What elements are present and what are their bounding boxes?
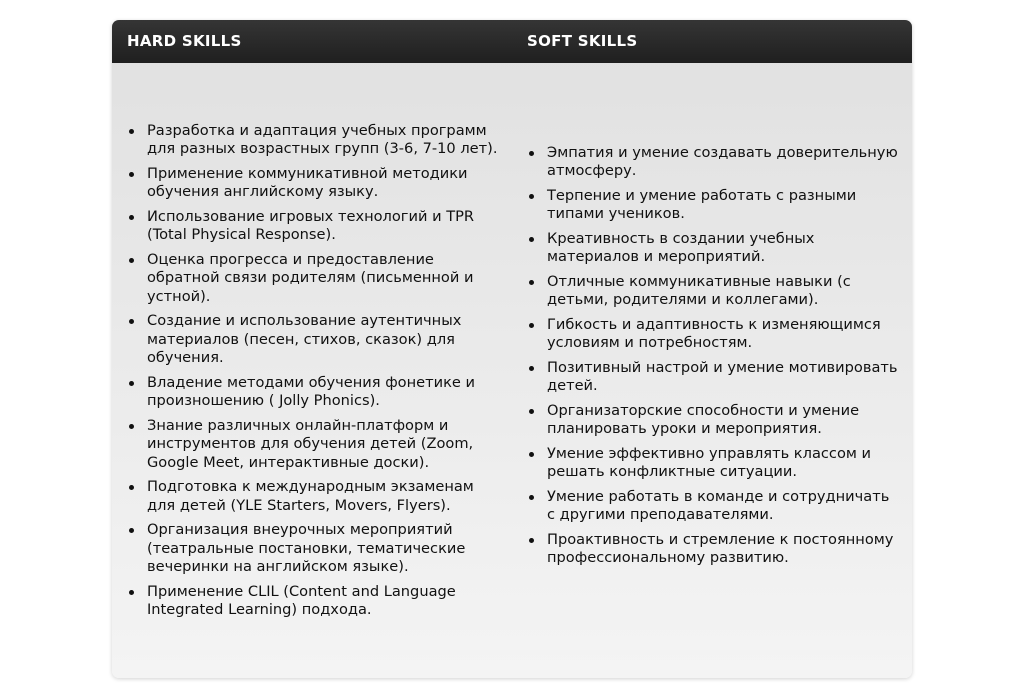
- hard-skill-text: Подготовка к международным экзаменам для детей (YLE Starters, Movers, Flyers).: [147, 478, 474, 514]
- soft-skill-text: Креативность в создании учебных материалов и мероприятий.: [547, 229, 815, 265]
- soft-skill-item: [527, 187, 899, 224]
- hard-skill-item: [127, 312, 499, 368]
- hard-skill-text: Разработка и адаптация учебных программ для разных возрастных групп (3-6, 7-10 лет).: [147, 121, 498, 157]
- soft-skill-text: Гибкость и адаптивность к изменяющимся условиям и потребностям.: [547, 315, 881, 351]
- skills-table: [112, 20, 912, 678]
- soft-skill-item: [527, 402, 899, 439]
- soft-skill-text: Организаторские способности и умение планировать уроки и мероприятия.: [547, 401, 860, 437]
- table-header: [112, 20, 912, 63]
- soft-skill-item: [527, 273, 899, 310]
- hard-skill-text: Применение коммуникативной методики обучения английскому языку.: [147, 164, 468, 200]
- soft-skill-text: Отличные коммуникативные навыки (с детьми, родителями и коллегами).: [547, 272, 851, 308]
- bullet-icon: [129, 172, 134, 177]
- hard-skill-item: [127, 478, 499, 515]
- soft-skill-item: [527, 445, 899, 482]
- soft-skills-list: [527, 144, 899, 568]
- bullet-icon: [529, 538, 534, 543]
- soft-skill-item: [527, 531, 899, 568]
- soft-skill-text: Умение работать в команде и сотрудничать с другими преподавателями.: [547, 487, 890, 523]
- hard-skill-item: [127, 583, 499, 620]
- bullet-icon: [529, 151, 534, 156]
- hard-skills-title: HARD SKILLS: [127, 32, 242, 50]
- soft-skill-text: Терпение и умение работать с разными типами учеников.: [547, 186, 857, 222]
- soft-skill-item: [527, 359, 899, 396]
- bullet-icon: [129, 129, 134, 134]
- hard-skill-item: [127, 208, 499, 245]
- soft-skill-text: Эмпатия и умение создавать доверительную атмосферу.: [547, 143, 898, 179]
- bullet-icon: [529, 495, 534, 500]
- bullet-icon: [129, 528, 134, 533]
- soft-skill-text: Позитивный настрой и умение мотивировать детей.: [547, 358, 898, 394]
- bullet-icon: [529, 280, 534, 285]
- soft-skills-title: SOFT SKILLS: [527, 32, 638, 50]
- soft-skill-item: [527, 316, 899, 353]
- bullet-icon: [529, 409, 534, 414]
- soft-skill-item: [527, 144, 899, 181]
- hard-skill-item: [127, 165, 499, 202]
- hard-skill-text: Создание и использование аутентичных материалов (песен, стихов, сказок) для обучения.: [147, 312, 462, 366]
- soft-skill-text: Проактивность и стремление к постоянному профессиональному развитию.: [547, 530, 894, 566]
- hard-skills-list: [127, 122, 499, 620]
- hard-skill-text: Организация внеурочных мероприятий (театральные постановки, тематические вечеринки на английском языке).: [147, 521, 466, 575]
- soft-skill-item: [527, 488, 899, 525]
- bullet-icon: [529, 194, 534, 199]
- hard-skill-text: Оценка прогресса и предоставление обратной связи родителям (письменной и устной).: [147, 250, 474, 305]
- hard-skill-text: Владение методами обучения фонетике и произношению ( Jolly Phonics).: [147, 373, 476, 409]
- hard-skill-item: [127, 122, 499, 159]
- hard-skill-item: [127, 374, 499, 411]
- bullet-icon: [529, 452, 534, 457]
- bullet-icon: [129, 258, 134, 263]
- hard-skill-text: Применение CLIL (Content and Language Integrated Learning) подхода.: [147, 582, 456, 618]
- hard-skill-text: Знание различных онлайн-платформ и инструментов для обучения детей (Zoom, Google Meet, интерактивные доски).: [147, 416, 474, 471]
- bullet-icon: [529, 237, 534, 242]
- bullet-icon: [129, 381, 134, 386]
- hard-skill-item: [127, 251, 499, 307]
- soft-skill-item: [527, 230, 899, 267]
- hard-skill-item: [127, 521, 499, 577]
- bullet-icon: [129, 424, 134, 429]
- hard-skill-text: Использование игровых технологий и TPR (Total Physical Response).: [147, 207, 475, 243]
- bullet-icon: [529, 323, 534, 328]
- bullet-icon: [129, 215, 134, 220]
- soft-skill-text: Умение эффективно управлять классом и решать конфликтные ситуации.: [547, 444, 872, 480]
- hard-skills-column: [127, 63, 499, 678]
- bullet-icon: [529, 366, 534, 371]
- bullet-icon: [129, 319, 134, 324]
- hard-skill-item: [127, 417, 499, 473]
- soft-skills-column: [527, 63, 899, 678]
- bullet-icon: [129, 485, 134, 490]
- bullet-icon: [129, 590, 134, 595]
